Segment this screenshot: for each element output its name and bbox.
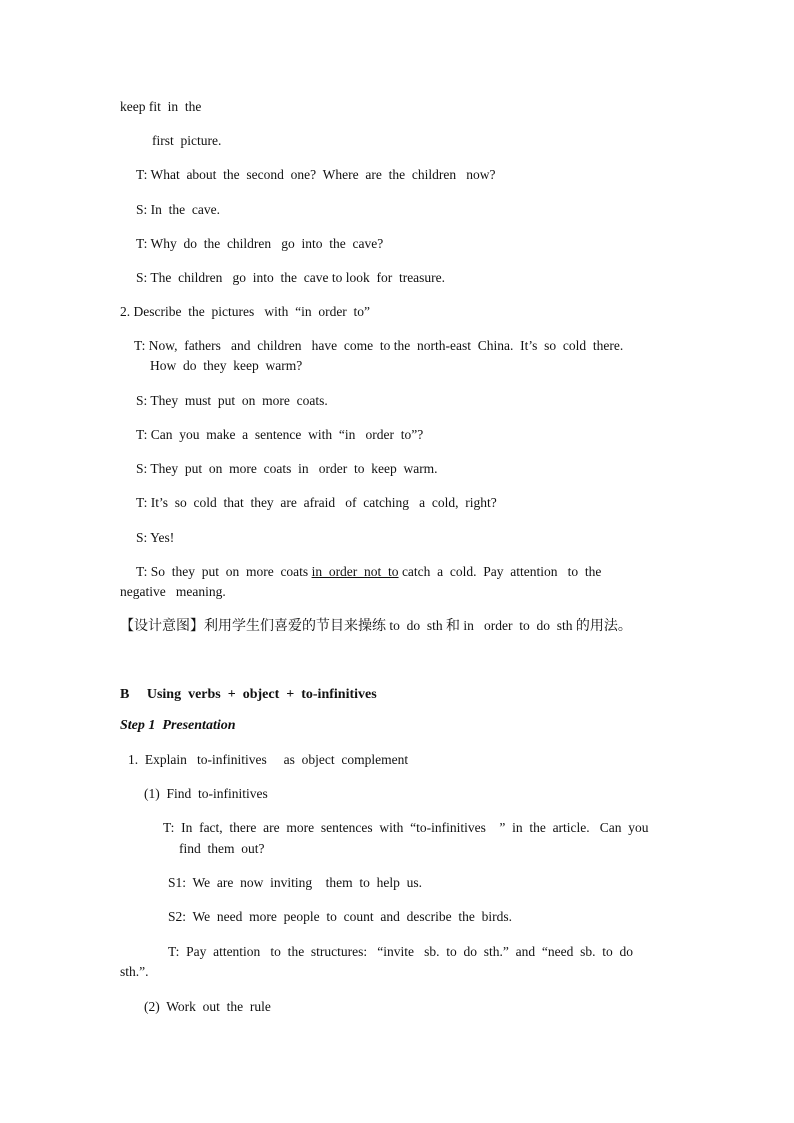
cn-text: 和 <box>446 618 461 634</box>
dialogue-line: T: In fact, there are more sentences with “to-infinitives ” in the article. Can you <box>163 820 649 835</box>
cn-text: 的用法。 <box>575 618 632 634</box>
dialogue-line: T: Now, fathers and children have come to the north-east China. It’s so cold there. <box>134 338 624 353</box>
underlined-phrase: in order not to <box>311 564 399 579</box>
dialogue-line: S: They must put on more coats. <box>136 393 328 408</box>
dialogue-line: S: They put on more coats in order to keep warm. <box>136 461 438 476</box>
dialogue-line: T: Why do the children go into the cave? <box>136 236 384 251</box>
dialogue-line-continued: sth.”. <box>120 964 149 979</box>
dialogue-line: S: Yes! <box>136 530 175 545</box>
dialogue-line: T: What about the second one? Where are the children now? <box>136 167 496 182</box>
dialogue-line: T: Pay attention to the structures: “invite sb. to do sth.” and “need sb. to do <box>168 944 633 959</box>
dialogue-line-continued: find them out? <box>179 841 265 856</box>
sub-item: (2) Work out the rule <box>144 999 271 1014</box>
text-span: catch a cold. Pay attention to the <box>398 564 602 579</box>
dialogue-line: S1: We are now inviting them to help us. <box>168 875 423 890</box>
cn-text: 【设计意图】利用学生们喜爱的节目来操练 <box>120 618 386 634</box>
sub-item: (1) Find to-infinitives <box>144 786 268 801</box>
dialogue-line-continued: negative meaning. <box>120 584 226 599</box>
text-span: T: So they put on more coats <box>136 564 312 579</box>
text-line: first picture. <box>152 133 222 148</box>
step-heading: Step 1 Presentation <box>120 718 236 733</box>
dialogue-line: T: Can you make a sentence with “in order to”? <box>136 427 424 442</box>
dialogue-line: S: In the cave. <box>136 202 220 217</box>
numbered-item: 1. Explain to-infinitives as object complement <box>128 752 409 767</box>
dialogue-line: S: The children go into the cave to look for treasure. <box>136 270 446 285</box>
text-span: in order to do sth <box>460 618 576 633</box>
dialogue-line <box>136 562 601 582</box>
dialogue-line: S2: We need more people to count and describe the birds. <box>168 909 512 924</box>
dialogue-line: T: It’s so cold that they are afraid of catching a cold, right? <box>136 495 497 510</box>
section-heading: B Using verbs + object + to-infinitives <box>120 687 377 702</box>
text-line: keep fit in the <box>120 99 202 114</box>
design-intent-note <box>120 616 632 636</box>
text-span: to do sth <box>386 618 447 633</box>
dialogue-line-continued: How do they keep warm? <box>150 358 303 373</box>
numbered-item: 2. Describe the pictures with “in order to” <box>120 304 371 319</box>
